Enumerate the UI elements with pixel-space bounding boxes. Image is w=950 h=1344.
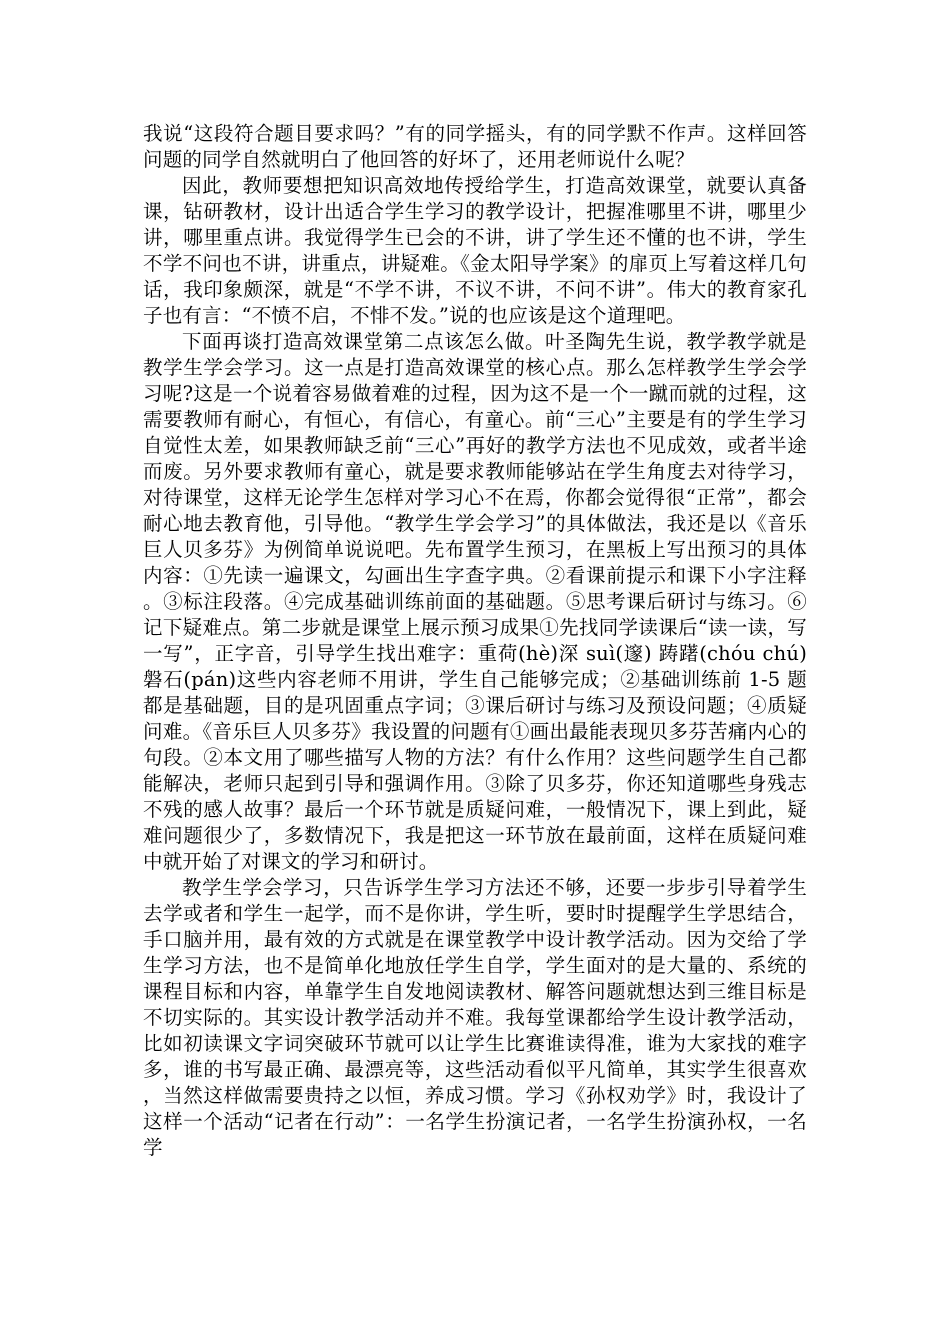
document-page <box>143 121 807 1161</box>
paragraph-2: 因此，教师要想把知识高效地传授给学生，打造高效课堂，就要认真备课，钻研教材，设计出适合学生学习的教学设计，把握准哪里不讲，哪里少讲，哪里重点讲。我觉得学生已会的不讲，讲了学生还不懂的也不讲，学生不学不问也不讲，讲重点，讲疑难。《金太阳导学案》的扉页上写着这样几句话，我印象颇深，就是“不学不讲，不议不讲，不问不讲”。伟大的教育家孔子也有言：“不愤不启，不悱不发。”说的也应该是这个道理吧。 <box>143 174 807 327</box>
paragraph-1: 我说“这段符合题目要求吗？”有的同学摇头，有的同学默不作声。这样回答问题的同学自然就明白了他回答的好坏了，还用老师说什么呢？ <box>143 122 807 171</box>
paragraph-4: 教学生学会学习，只告诉学生学习方法还不够，还要一步步引导着学生去学或者和学生一起学，而不是你讲，学生听，要时时提醒学生学思结合，手口脑并用，最有效的方式就是在课堂教学中设计教学活动。因为交给了学生学习方法，也不是简单化地放任学生自学，学生面对的是大量的、系统的课程目标和内容，单靠学生自发地阅读教材、解答问题就想达到三维目标是不切实际的。其实设计教学活动并不难。我每堂课都给学生设计教学活动，比如初读课文字词突破环节就可以让学生比赛谁读得准，谁为大家找的难字多，谁的书写最正确、最漂亮等，这些活动看似平凡简单，其实学生很喜欢，当然这样做需要贵持之以恒，养成习惯。学习《孙权劝学》时，我设计了这样一个活动“记者在行动”：一名学生扮演记者，一名学生扮演孙权，一名学 <box>143 876 807 1159</box>
paragraph-3: 下面再谈打造高效课堂第二点该怎么做。叶圣陶先生说，教学教学就是教学生学会学习。这一点是打造高效课堂的核心点。那么怎样教学生学会学习呢?这是一个说着容易做着难的过程，因为这不是一个一蹴而就的过程，这需要教师有耐心，有恒心，有信心，有童心。前“三心”主要是有的学生学习自觉性太差，如果教师缺乏前“三心”再好的教学方法也不见成效，或者半途而废。另外要求教师有童心，就是要求教师能够站在学生角度去对待学习，对待课堂，这样无论学生怎样对学习心不在焉，你都会觉得很“正常”，都会耐心地去教育他，引导他。“教学生学会学习”的具体做法，我还是以《音乐巨人贝多芬》为例简单说说吧。先布置学生预习，在黑板上写出预习的具体内容：①先读一遍课文，勾画出生字查字典。②看课前提示和课下小字注释。③标注段落。④完成基础训练前面的基础题。⑤思考课后研讨与练习。⑥记下疑难点。第二步就是课堂上展示预习成果①先找同学读课后“读一读，写一写”，正字音，引导学生找出难字：重荷(hè)深 suì(邃) 踌躇(chóu chú)磐石(pán)这些内容老师不用讲，学生自己能够完成；②基础训练前 1-5 题都是基础题，目的是巩固重点字词；③课后研讨与练习及预设问题；④质疑问难。《音乐巨人贝多芬》我设置的问题有①画出最能表现贝多芬苦痛内心的句段。②本文用了哪些描写人物的方法？有什么作用？这些问题学生自己都能解决，老师只起到引导和强调作用。③除了贝多芬，你还知道哪些身残志不残的感人故事？最后一个环节就是质疑问难，一般情况下，课上到此，疑难问题很少了，多数情况下，我是把这一环节放在最前面，这样在质疑问难中就开始了对课文的学习和研讨。 <box>143 330 807 873</box>
